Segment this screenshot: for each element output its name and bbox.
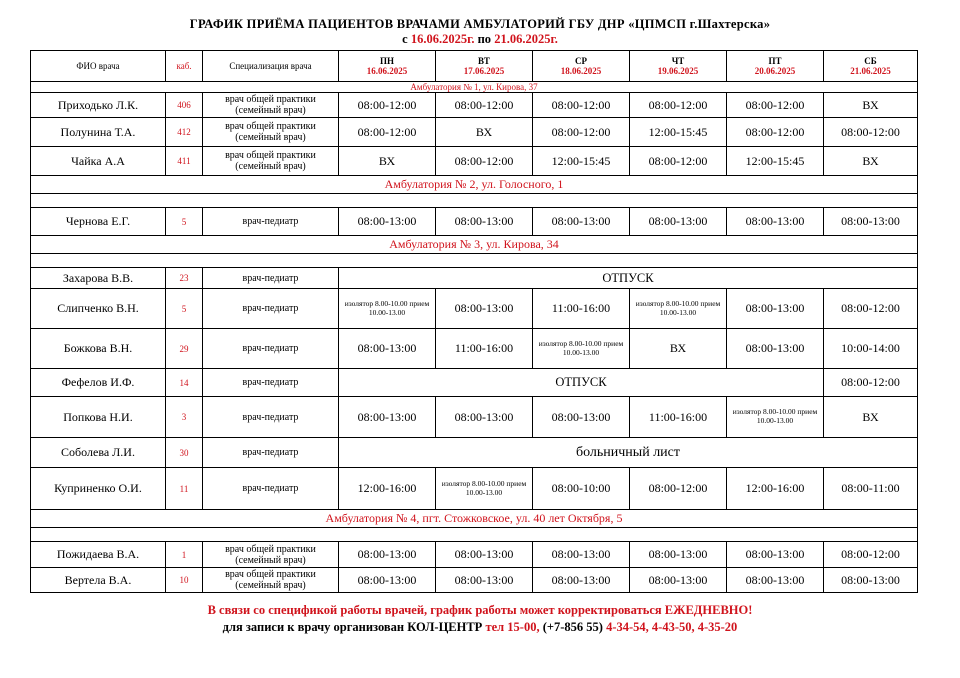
header-spec: Специализация врача — [203, 51, 339, 82]
date-to: 21.06.2025г. — [494, 32, 558, 46]
day-date: 16.06.2025 — [366, 66, 408, 76]
table-row — [31, 289, 918, 329]
doctor-spec: врач-педиатр — [203, 289, 339, 329]
day-label: ПТ — [768, 56, 782, 66]
day-label: ПН — [379, 56, 394, 66]
header-row — [31, 51, 918, 82]
schedule-cell: 08:00-13:00 — [436, 208, 533, 236]
page-title: ГРАФИК ПРИЁМА ПАЦИЕНТОВ ВРАЧАМИ АМБУЛАТОРИЙ ГБУ ДНР «ЦПМСП г.Шахтерска» — [189, 17, 771, 31]
schedule-cell: 08:00-12:00 — [630, 147, 727, 176]
schedule-cell: 08:00-13:00 — [436, 542, 533, 568]
schedule-cell: 08:00-13:00 — [436, 289, 533, 329]
schedule-cell: 08:00-12:00 — [824, 369, 918, 397]
schedule-cell: ВХ — [339, 147, 436, 176]
header-cab: каб. — [166, 51, 203, 82]
table-row — [31, 208, 918, 236]
cab-number: 5 — [166, 208, 203, 236]
schedule-cell: 08:00-12:00 — [533, 118, 630, 147]
spacer-cell — [31, 254, 918, 268]
doctor-name: Куприненко О.И. — [31, 468, 166, 510]
vacation-status: ОТПУСК — [339, 369, 824, 397]
cab-number: 30 — [166, 438, 203, 468]
table-row — [31, 369, 918, 397]
schedule-cell: 08:00-13:00 — [436, 397, 533, 438]
cab-number: 1 — [166, 542, 203, 568]
ambulatory-2-title: Амбулатория № 2, ул. Голосного, 1 — [31, 176, 918, 194]
schedule-cell: 12:00-16:00 — [727, 468, 824, 510]
header-day-wed — [533, 51, 630, 82]
schedule-cell: 12:00-15:45 — [727, 147, 824, 176]
schedule-cell: 08:00-13:00 — [824, 568, 918, 593]
schedule-cell: 08:00-12:00 — [630, 93, 727, 118]
day-date: 17.06.2025 — [463, 66, 505, 76]
doctor-name: Полунина Т.А. — [31, 118, 166, 147]
schedule-cell: ВХ — [824, 147, 918, 176]
day-label: ВТ — [478, 56, 490, 66]
callcenter-text: для записи к врачу организован КОЛ-ЦЕНТР — [222, 620, 486, 634]
cab-number: 411 — [166, 147, 203, 176]
schedule-cell: 08:00-12:00 — [339, 118, 436, 147]
isolator-cell: изолятор 8.00-10.00 прием 10.00-13.00 — [630, 289, 727, 329]
schedule-cell: 11:00-16:00 — [533, 289, 630, 329]
schedule-cell: 08:00-13:00 — [533, 568, 630, 593]
schedule-cell: 08:00-13:00 — [339, 329, 436, 369]
schedule-cell: ВХ — [436, 118, 533, 147]
spacer-row — [31, 528, 918, 542]
cab-number: 5 — [166, 289, 203, 329]
schedule-cell: 08:00-13:00 — [436, 568, 533, 593]
schedule-cell: 08:00-13:00 — [727, 329, 824, 369]
cab-number: 23 — [166, 268, 203, 289]
schedule-cell: 08:00-13:00 — [727, 542, 824, 568]
schedule-cell: 08:00-12:00 — [824, 542, 918, 568]
table-row — [31, 568, 918, 593]
schedule-cell: 10:00-14:00 — [824, 329, 918, 369]
schedule-cell: 08:00-13:00 — [533, 208, 630, 236]
doctor-name: Приходько Л.К. — [31, 93, 166, 118]
doctor-spec: врач-педиатр — [203, 329, 339, 369]
table-row — [31, 468, 918, 510]
schedule-cell: 08:00-13:00 — [339, 542, 436, 568]
isolator-cell: изолятор 8.00-10.00 прием 10.00-13.00 — [727, 397, 824, 438]
sick-leave-status: больничный лист — [339, 438, 918, 468]
schedule-notice: В связи со спецификой работы врачей, график работы может корректироваться ЕЖЕДНЕВНО! — [207, 603, 753, 617]
doctor-name: Чернова Е.Г. — [31, 208, 166, 236]
schedule-cell: 08:00-12:00 — [727, 93, 824, 118]
schedule-cell: 08:00-13:00 — [339, 397, 436, 438]
doctor-spec: врач общей практики (семейный врач) — [203, 93, 339, 118]
schedule-cell: 08:00-13:00 — [339, 208, 436, 236]
day-date: 20.06.2025 — [754, 66, 796, 76]
table-row — [31, 329, 918, 369]
schedule-cell: ВХ — [824, 93, 918, 118]
ambulatory-1-title: Амбулатория № 1, ул. Кирова, 37 — [31, 82, 918, 93]
doctor-spec: врач общей практики (семейный врач) — [203, 568, 339, 593]
doctor-spec: врач общей практики (семейный врач) — [203, 147, 339, 176]
header-day-mon — [339, 51, 436, 82]
schedule-cell: 08:00-13:00 — [727, 289, 824, 329]
cab-number: 406 — [166, 93, 203, 118]
cab-number: 412 — [166, 118, 203, 147]
phone-numbers: 4-34-54, 4-43-50, 4-35-20 — [606, 620, 738, 634]
doctor-spec: врач-педиатр — [203, 369, 339, 397]
cab-number: 11 — [166, 468, 203, 510]
table-row — [31, 118, 918, 147]
header-name: ФИО врача — [31, 51, 166, 82]
schedule-cell: 08:00-12:00 — [824, 118, 918, 147]
schedule-cell: 08:00-12:00 — [824, 289, 918, 329]
day-date: 19.06.2025 — [657, 66, 699, 76]
schedule-cell: 11:00-16:00 — [630, 397, 727, 438]
schedule-cell: ВХ — [630, 329, 727, 369]
day-label: СБ — [864, 56, 877, 66]
day-label: ЧТ — [671, 56, 685, 66]
isolator-cell: изолятор 8.00-10.00 прием 10.00-13.00 — [533, 329, 630, 369]
table-row — [31, 542, 918, 568]
doctor-spec: врач-педиатр — [203, 397, 339, 438]
spacer-row — [31, 254, 918, 268]
schedule-cell: 08:00-13:00 — [339, 568, 436, 593]
schedule-cell: 11:00-16:00 — [436, 329, 533, 369]
doctor-name: Пожидаева В.А. — [31, 542, 166, 568]
schedule-cell: 08:00-12:00 — [630, 468, 727, 510]
schedule-cell: 12:00-15:45 — [630, 118, 727, 147]
header-day-thu — [630, 51, 727, 82]
doctor-spec: врач-педиатр — [203, 438, 339, 468]
doctor-name: Чайка А.А — [31, 147, 166, 176]
doctor-name: Слипченко В.Н. — [31, 289, 166, 329]
cab-number: 3 — [166, 397, 203, 438]
ambulatory-3-title: Амбулатория № 3, ул. Кирова, 34 — [31, 236, 918, 254]
table-row — [31, 397, 918, 438]
table-row — [31, 268, 918, 289]
schedule-cell: 08:00-10:00 — [533, 468, 630, 510]
section-row — [31, 82, 918, 93]
callcenter-phone: тел 15-00, — [485, 620, 540, 634]
schedule-cell: 12:00-15:45 — [533, 147, 630, 176]
day-label: СР — [575, 56, 587, 66]
doctor-name: Захарова В.В. — [31, 268, 166, 289]
schedule-cell: 08:00-12:00 — [436, 147, 533, 176]
doctor-name: Соболева Л.И. — [31, 438, 166, 468]
schedule-cell: 08:00-13:00 — [630, 542, 727, 568]
schedule-cell: 12:00-16:00 — [339, 468, 436, 510]
doctor-name: Вертела В.А. — [31, 568, 166, 593]
header-day-tue — [436, 51, 533, 82]
schedule-cell: 08:00-13:00 — [727, 568, 824, 593]
phone-code: (+7-856 55) — [539, 620, 607, 634]
header-day-fri — [727, 51, 824, 82]
date-mid: по — [474, 32, 495, 46]
doctor-name: Фефелов И.Ф. — [31, 369, 166, 397]
table-row — [31, 438, 918, 468]
spacer-cell — [31, 528, 918, 542]
doctor-spec: врач общей практики (семейный врач) — [203, 542, 339, 568]
ambulatory-4-title: Амбулатория № 4, пгт. Стожковское, ул. 40 лет Октября, 5 — [31, 510, 918, 528]
doctor-spec: врач-педиатр — [203, 468, 339, 510]
doctor-name: Божкова В.Н. — [31, 329, 166, 369]
date-from: 16.06.2025г. — [410, 32, 475, 46]
cab-number: 10 — [166, 568, 203, 593]
section-row — [31, 510, 918, 528]
doctor-spec: врач-педиатр — [203, 208, 339, 236]
schedule-cell: 08:00-12:00 — [436, 93, 533, 118]
schedule-cell: 08:00-13:00 — [630, 568, 727, 593]
section-row — [31, 176, 918, 194]
date-range — [0, 32, 960, 47]
header-day-sat — [824, 51, 918, 82]
day-date: 21.06.2025 — [850, 66, 891, 76]
callcenter-info — [0, 620, 960, 635]
doctor-name: Попкова Н.И. — [31, 397, 166, 438]
schedule-cell: 08:00-12:00 — [533, 93, 630, 118]
section-row — [31, 236, 918, 254]
day-date: 18.06.2025 — [560, 66, 602, 76]
doctor-spec: врач общей практики (семейный врач) — [203, 118, 339, 147]
spacer-row — [31, 194, 918, 208]
table-row — [31, 93, 918, 118]
cab-number: 14 — [166, 369, 203, 397]
schedule-cell: 08:00-13:00 — [533, 397, 630, 438]
doctor-spec: врач-педиатр — [203, 268, 339, 289]
vacation-status: ОТПУСК — [339, 268, 918, 289]
isolator-cell: изолятор 8.00-10.00 прием 10.00-13.00 — [339, 289, 436, 329]
schedule-cell: 08:00-13:00 — [824, 208, 918, 236]
isolator-cell: изолятор 8.00-10.00 прием 10.00-13.00 — [436, 468, 533, 510]
schedule-cell: 08:00-13:00 — [533, 542, 630, 568]
date-prefix: с — [402, 32, 411, 46]
table-row — [31, 147, 918, 176]
schedule-cell: 08:00-11:00 — [824, 468, 918, 510]
schedule-cell: 08:00-13:00 — [727, 208, 824, 236]
cab-number: 29 — [166, 329, 203, 369]
schedule-cell: ВХ — [824, 397, 918, 438]
schedule-table — [30, 50, 918, 593]
schedule-cell: 08:00-12:00 — [339, 93, 436, 118]
schedule-cell: 08:00-12:00 — [727, 118, 824, 147]
spacer-cell — [31, 194, 918, 208]
schedule-cell: 08:00-13:00 — [630, 208, 727, 236]
